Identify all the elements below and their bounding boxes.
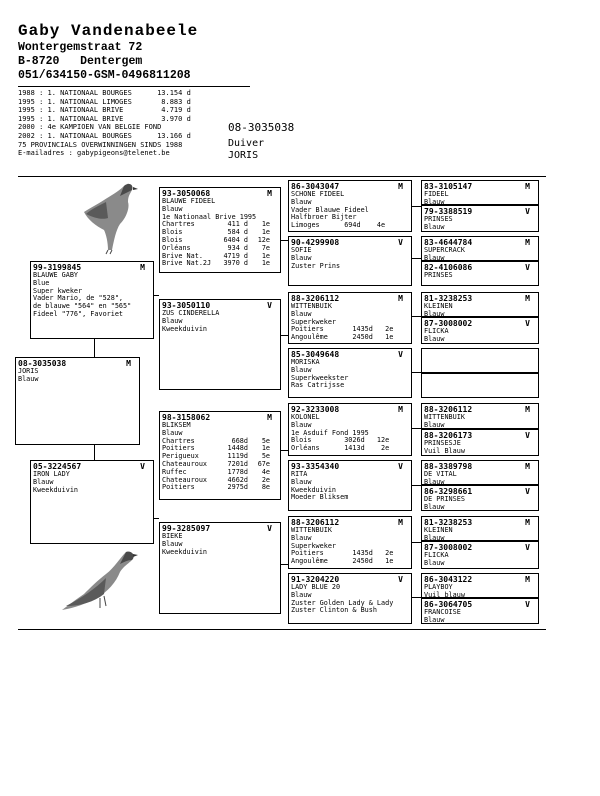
pedigree-gs-dam-sire <box>159 411 281 500</box>
race-place: 1e <box>261 228 270 237</box>
bird-info-line: Blauw <box>424 477 445 485</box>
race-place: 12e <box>257 235 270 244</box>
ring-number: 88-3206112 <box>424 405 473 414</box>
bird-info-line: Blauw <box>291 533 312 542</box>
bird-info-line: Zuster Prins <box>291 261 341 270</box>
ring-number: 83-3105147 <box>424 182 473 191</box>
pedigree-ggd-8 <box>288 573 412 624</box>
bottom-divider <box>18 629 546 630</box>
race-location: Perigueux <box>162 452 199 461</box>
race-result-row <box>162 484 278 492</box>
sex-marker: M <box>398 405 403 414</box>
ring-number: 05-3224567 <box>33 462 82 471</box>
ring-number: 86-3298661 <box>424 487 473 496</box>
sex-marker: M <box>126 359 131 368</box>
race-location: Brive Nat.2J <box>162 259 212 268</box>
sex-marker: M <box>398 182 403 191</box>
race-place: 1e <box>261 259 270 268</box>
bird-info-line: Blois 3026d 12e <box>291 436 390 445</box>
bird-info-line: FLICKA <box>424 327 449 335</box>
sex-marker: V <box>398 462 403 471</box>
bird-info-line: BIEKE <box>162 532 183 540</box>
bird-info-line: Blauw <box>162 428 183 437</box>
bird-info-line: DE VITAL <box>424 470 457 478</box>
connector-p1-stem <box>94 338 95 358</box>
bird-info-line: Superkweekster <box>291 373 349 382</box>
race-location: Orléans <box>162 243 191 252</box>
pedigree-dam <box>30 460 154 544</box>
bird-info-line: Blauw <box>424 309 445 317</box>
sex-marker: M <box>525 462 530 471</box>
sex-marker: M <box>398 518 403 527</box>
bird-info-line: FLICKA <box>424 551 449 559</box>
bird-info-line: Blauw <box>291 477 312 486</box>
bird-info-line: Halfbroer Bijter <box>291 213 357 222</box>
pedigree-gen4-5 <box>421 292 539 317</box>
race-birds: 1778d <box>227 467 248 476</box>
bird-info-line: WITTENBUIK <box>291 526 332 534</box>
race-location: Ruffec <box>162 467 187 476</box>
header-rule <box>18 86 250 87</box>
achievements-list <box>18 89 191 158</box>
bird-info-line: Vader Blauwe Fideel <box>291 205 369 214</box>
subject-sex: Duiver <box>228 138 265 149</box>
race-location: Poitiers <box>162 444 195 453</box>
bird-info-line: DE PRINSES <box>424 495 465 503</box>
bird-info-line: Blauw <box>424 334 445 343</box>
race-place: 1e <box>261 251 270 260</box>
bird-info-line: KOLONEL <box>291 413 320 421</box>
sex-marker: V <box>525 207 530 216</box>
sex-marker: V <box>267 524 272 533</box>
bird-info-line: FRANCOISE <box>424 608 461 616</box>
race-location: Chartres <box>162 220 195 229</box>
connector-gg4 <box>411 372 421 373</box>
pedigree-gen4-empty-1 <box>421 348 539 373</box>
sex-marker: V <box>525 319 530 328</box>
sex-marker: M <box>525 238 530 247</box>
race-place: 7e <box>261 243 270 252</box>
ring-number: 82-4106086 <box>424 263 473 272</box>
bird-info-line: Blue <box>33 278 50 287</box>
ring-number: 87-3008002 <box>424 319 473 328</box>
ring-number: 88-3389798 <box>424 462 473 471</box>
bird-info-line: Super kweker <box>33 286 83 295</box>
bird-info-line: MORISKA <box>291 358 320 366</box>
sex-marker: V <box>398 350 403 359</box>
bird-info-line: RITA <box>291 470 308 478</box>
ring-number: 90-4299908 <box>291 238 340 247</box>
ring-number: 85-3049648 <box>291 350 340 359</box>
pedigree-gen4-6 <box>421 317 539 344</box>
bird-info-line: Blauw <box>424 253 445 261</box>
sex-marker: V <box>525 543 530 552</box>
ring-number: 91-3204220 <box>291 575 340 584</box>
ring-number: 98-3158062 <box>162 413 211 422</box>
connector-gg7 <box>411 542 421 543</box>
bird-info-line: Blauw <box>424 615 445 624</box>
breeder-street: Wontergemstraat 72 <box>18 41 143 54</box>
race-place: 5e <box>261 436 270 445</box>
ring-number: 81-3238253 <box>424 518 473 527</box>
bird-info-line: Kweekduivin <box>162 547 208 556</box>
race-place: 1e <box>261 220 270 229</box>
sex-marker: M <box>525 575 530 584</box>
bird-info-line: Moeder Bliksem <box>291 493 349 502</box>
connector-gg6 <box>411 485 421 486</box>
sex-marker: M <box>267 189 272 198</box>
pedigree-gd-dam-dam <box>159 522 281 614</box>
breeder-city-line <box>18 55 142 68</box>
sex-marker: M <box>525 405 530 414</box>
bird-info-line: Blauw <box>291 309 312 318</box>
breeder-zip: B-8720 <box>18 55 60 68</box>
pedigree-gen4-empty-2 <box>421 373 539 398</box>
connector-gg5 <box>411 428 421 429</box>
race-birds: 584 d <box>227 228 248 237</box>
bird-info-line: 1e Asduif Fond 1995 <box>291 428 369 437</box>
ring-number: 87-3008002 <box>424 543 473 552</box>
sex-marker: M <box>525 294 530 303</box>
race-location: Poitiers <box>162 483 195 492</box>
ring-number: 92-3233008 <box>291 405 340 414</box>
race-birds: 1119d <box>227 452 248 461</box>
race-place: 4e <box>261 467 270 476</box>
connector-p2-stem <box>94 444 95 461</box>
sex-marker: M <box>525 518 530 527</box>
race-location: Blois <box>162 235 183 244</box>
achievement-line: 2000 : 4e KAMPIOEN VAN BELGIE FOND <box>18 123 162 132</box>
bird-info-line: Angoulême 2450d 1e <box>291 557 394 566</box>
subject-name: JORIS <box>228 150 259 161</box>
sex-marker: M <box>140 263 145 272</box>
connector-gg8 <box>411 597 421 598</box>
pedigree-gen4-11 <box>421 516 539 541</box>
bird-info-line: WITTENBUIK <box>291 302 332 310</box>
pedigree-sire <box>30 261 154 339</box>
bird-info-line: SUPERCRACK <box>424 246 465 254</box>
bird-info-line: PRINSES <box>424 271 453 279</box>
pedigree-gen4-1 <box>421 180 539 205</box>
bird-info-line: Zuster Clinton & Bush <box>291 606 377 615</box>
pedigree-ggs-5 <box>288 403 412 456</box>
connector-g3 <box>280 450 288 451</box>
bird-info-line: Blauw <box>291 253 312 262</box>
race-location: Chateauroux <box>162 459 208 468</box>
sex-marker: V <box>525 487 530 496</box>
bird-info-line: Kweekduivin <box>291 485 337 494</box>
bird-info-line: Blauw <box>424 420 445 429</box>
pedigree-ggs-7 <box>288 516 412 569</box>
bird-info-line: Blauw <box>291 197 312 206</box>
ring-number: 93-3354340 <box>291 462 340 471</box>
bird-info-line: Zuster Golden Lady & Lady <box>291 598 394 607</box>
ring-number: 79-3388519 <box>424 207 473 216</box>
connector-gg2 <box>411 258 421 259</box>
pedigree-gen4-12 <box>421 541 539 569</box>
bird-info-line: Ras Catrijsse <box>291 381 345 390</box>
pedigree-gd-sire-dam <box>159 299 281 390</box>
bird-info-line: Superkweker <box>291 317 337 326</box>
pedigree-ggs-1 <box>288 180 412 232</box>
bird-info-line: Angoulême 2450d 1e <box>291 333 394 342</box>
race-place: 5e <box>261 452 270 461</box>
ring-number: 08-3035038 <box>18 359 67 368</box>
connector-gg1 <box>411 206 421 207</box>
bird-info-line: 1e Nationaal Brive 1995 <box>162 212 257 221</box>
race-birds: 2975d <box>227 483 248 492</box>
breeder-city: Dentergem <box>80 55 143 68</box>
sex-marker: M <box>267 413 272 422</box>
ring-number: 99-3199845 <box>33 263 82 272</box>
pigeon-illustration-bottom <box>60 548 138 624</box>
bird-info-line: Kweekduivin <box>33 485 79 494</box>
pedigree-gs-sire-sire <box>159 187 281 273</box>
race-birds: 668d <box>231 436 248 445</box>
bird-info-line: Blauw <box>162 539 183 548</box>
bird-info-line: Blauw <box>424 533 445 541</box>
race-place: 2e <box>261 475 270 484</box>
connector-gg3 <box>411 316 421 317</box>
bird-info-line: PLAYBOY <box>424 583 453 591</box>
sex-marker: M <box>398 294 403 303</box>
ring-number: 81-3238253 <box>424 294 473 303</box>
bird-info-line: BLAUWE FIDEEL <box>162 197 216 205</box>
achievement-line: 2002 : 1. NATIONAAL BOURGES 13.166 d <box>18 131 191 140</box>
ring-number: 99-3285097 <box>162 524 211 533</box>
race-birds: 3970 d <box>223 259 248 268</box>
ring-number: 93-3050068 <box>162 189 211 198</box>
pedigree-gen4-14 <box>421 598 539 624</box>
sex-marker: M <box>525 182 530 191</box>
sex-marker: V <box>525 263 530 272</box>
bird-info-line: Orléans 1413d 2e <box>291 444 390 453</box>
race-result-row <box>162 260 278 268</box>
sex-marker: V <box>398 575 403 584</box>
bird-info-line: KLEINEN <box>424 302 453 310</box>
bird-info-line: Vuil Blauw <box>424 446 465 455</box>
race-birds: 934 d <box>227 243 248 252</box>
ring-number: 83-4644784 <box>424 238 473 247</box>
race-birds: 6404 d <box>223 235 248 244</box>
achievement-line: E-mailadres : gabypigeons@telenet.be <box>18 149 170 158</box>
bird-info-line: Poitiers 1435d 2e <box>291 549 394 558</box>
bird-info-line: Fideel "776", Favoriet <box>33 309 124 318</box>
bird-info-line: Blauw <box>162 204 183 213</box>
race-location: Chartres <box>162 436 195 445</box>
achievement-line: 1995 : 1. NATIONAAL LIMOGES 8.883 d <box>18 97 191 106</box>
bird-info-line: BLIKSEM <box>162 421 191 429</box>
bird-info-line: Limoges 694d 4e <box>291 221 386 230</box>
sex-marker: V <box>267 301 272 310</box>
bird-info-line: Blauw <box>291 365 312 374</box>
race-place: 8e <box>261 483 270 492</box>
bird-info-line: IRON LADY <box>33 470 70 478</box>
bird-info-line: Vuil blauw <box>424 590 465 598</box>
ring-number: 86-3043047 <box>291 182 340 191</box>
ring-number: 88-3206112 <box>291 518 340 527</box>
bird-info-line: WITTENBUIK <box>424 413 465 421</box>
sex-marker: V <box>398 238 403 247</box>
pedigree-gen4-9 <box>421 460 539 485</box>
subject-ring: 08-3035038 <box>228 121 295 134</box>
achievement-line: 1995 : 1. NATIONAAL BRIVE 3.970 d <box>18 114 191 123</box>
bird-info-line: Blauw <box>291 420 312 429</box>
bird-info-line: Blauw <box>291 590 312 599</box>
pedigree-gen4-7 <box>421 403 539 429</box>
pedigree-gen4-3 <box>421 236 539 261</box>
achievement-line: 1988 : 1. NATIONAAL BOURGES 13.154 d <box>18 89 191 97</box>
bird-info-line: Kweekduivin <box>162 324 208 333</box>
bird-info-line: Blauw <box>424 502 445 511</box>
bird-info-line: Blauw <box>424 222 445 231</box>
ring-row <box>291 462 409 471</box>
breeder-phone: 051/634150-GSM-0496811208 <box>18 69 191 82</box>
ring-number: 86-3064705 <box>424 600 473 609</box>
bird-info-line: Blauw <box>424 197 445 205</box>
bird-info-line: ZUS CINDERELLA <box>162 309 220 317</box>
bird-info-line: SCHONE FIDEEL <box>291 190 345 198</box>
pedigree-gen4-4 <box>421 261 539 286</box>
race-location: Chateauroux <box>162 475 208 484</box>
connector-g1 <box>280 240 288 241</box>
ring-number: 88-3206173 <box>424 431 473 440</box>
bird-info-line: Blauw <box>33 477 54 486</box>
bird-info-line: FIDEEL <box>424 190 449 198</box>
pedigree-subject <box>15 357 140 445</box>
bird-info-line: de blauwe "564" en "565" <box>33 302 132 311</box>
pedigree-gen4-10 <box>421 485 539 511</box>
ring-number: 93-3050110 <box>162 301 211 310</box>
bird-info-line: JORIS <box>18 367 39 375</box>
bird-info-line: LADY BLUE 20 <box>291 583 341 591</box>
bird-info-line: SOFIE <box>291 246 312 254</box>
pedigree-ggs-3 <box>288 292 412 344</box>
bird-info-line: Blauw <box>18 374 39 383</box>
bird-info-line: Blauw <box>162 316 183 325</box>
race-location: Brive Nat. <box>162 251 203 260</box>
pedigree-gen4-13 <box>421 573 539 598</box>
top-divider <box>18 176 546 177</box>
achievement-line: 75 PROVINCIALS OVERWINNINGEN SINDS 1988 <box>18 140 183 149</box>
connector-g4 <box>280 564 288 565</box>
bird-info-line: Superkweker <box>291 541 337 550</box>
race-location: Blois <box>162 228 183 237</box>
sex-marker: V <box>525 431 530 440</box>
race-birds: 7201d <box>227 459 248 468</box>
bird-info-line: PRINSESJE <box>424 439 461 447</box>
sex-marker: V <box>140 462 145 471</box>
race-birds: 4719 d <box>223 251 248 260</box>
pedigree-gen4-2 <box>421 205 539 232</box>
ring-number: 88-3206112 <box>291 294 340 303</box>
bird-info-line: PRINSES <box>424 215 453 223</box>
pigeon-illustration-top <box>78 178 138 256</box>
race-birds: 4662d <box>227 475 248 484</box>
pedigree-ggd-6 <box>288 460 412 511</box>
pedigree-ggd-4 <box>288 348 412 398</box>
pedigree-ggd-2 <box>288 236 412 286</box>
race-place: 1e <box>261 444 270 453</box>
race-place: 67e <box>257 459 270 468</box>
race-birds: 411 d <box>227 220 248 229</box>
bird-info-line: BLAUWE GABY <box>33 271 79 279</box>
bird-info-line: Vader Mario, de "528", <box>33 294 124 303</box>
pedigree-gen4-8 <box>421 429 539 456</box>
bird-info-line: Blauw <box>424 558 445 567</box>
sex-marker: V <box>525 600 530 609</box>
connector-g2 <box>280 335 288 336</box>
breeder-name: Gaby Vandenabeele <box>18 22 199 40</box>
bird-info-line: KLEINEN <box>424 526 453 534</box>
achievement-line: 1995 : 1. NATIONAAL BRIVE 4.719 d <box>18 106 191 115</box>
bird-info-line: Poitiers 1435d 2e <box>291 325 394 334</box>
ring-number: 86-3043122 <box>424 575 473 584</box>
race-birds: 1448d <box>227 444 248 453</box>
